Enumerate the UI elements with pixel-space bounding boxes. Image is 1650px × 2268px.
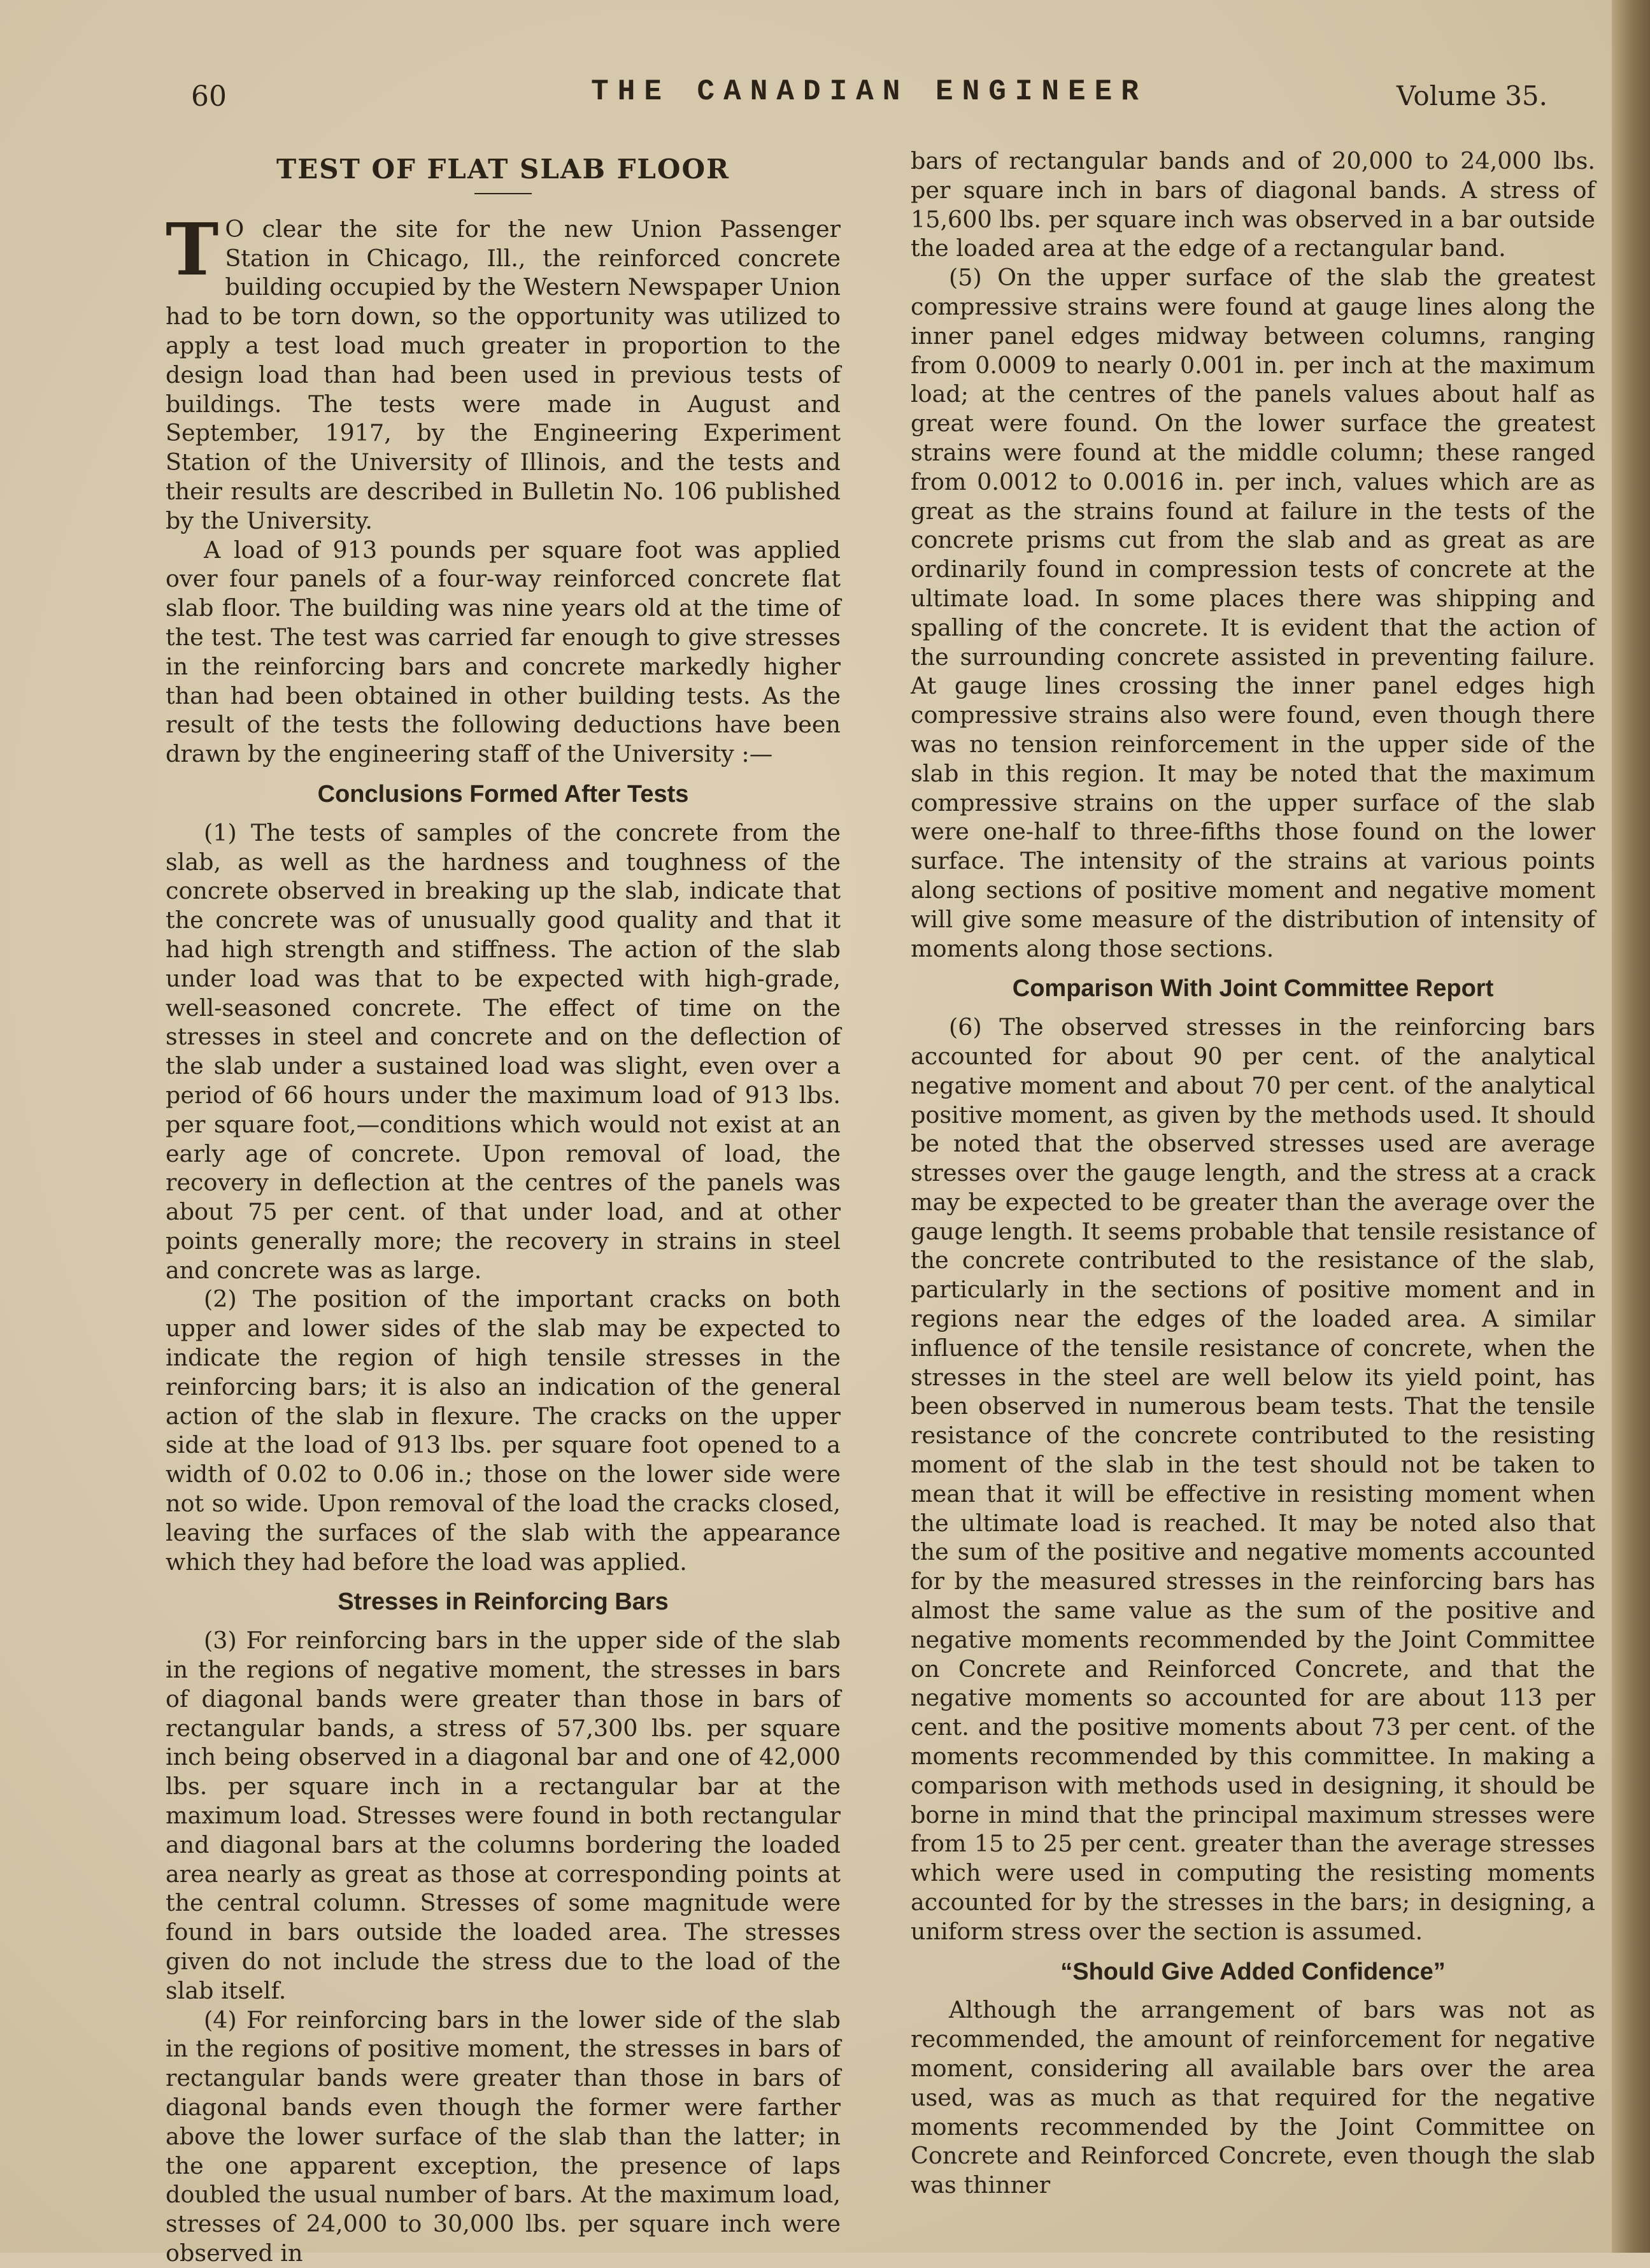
- subhead-confidence: “Should Give Added Confidence”: [1060, 1958, 1446, 1985]
- book-spine: [1612, 0, 1650, 2253]
- paragraph-load: A load of 913 pounds per square foot was applied over four panels of a four-way reinforced concrete flat slab floor. The building was nine years old at the time of the test. The test was carried far enough to give stresses in the reinforcing bars and concrete markedly higher than had been obtained in other building tests. As the result of the tests the following deductions have been drawn by the engineering staff of the University :—: [166, 536, 841, 768]
- title-rule: [474, 193, 532, 194]
- drop-cap: T: [166, 208, 219, 292]
- paragraph-5: (5) On the upper surface of the slab the greatest compressive strains were found at gauge lines along the inner panel edges midway between columns, ranging from 0.0009 to nearly 0.001 in. per inch at the maximum load; at the centres of the panels values about half as great were found. On the lower surface the greatest strains were found at the middle column; these ranged from 0.0012 to 0.0016 in. per inch, values which are as great as the strains found at failure in the tests of the concrete prisms cut from the slab and as great as are ordinarily found in compression tests of concrete at the ultimate load. In some places there was shipping and spalling of the concrete. It is evident that the action of the surrounding concrete assisted in preventing failure. At gauge lines crossing the inner panel edges high compressive strains also were found, even though there was no tension reinforcement in the upper side of the slab in this region. It may be noted that the maximum compressive strains on the upper surface of the slab were one-half to three-fifths those found on the lower surface. The intensity of the strains at various points along sections of positive moment and negative moment will give some measure of the distribution of intensity of moments along those sections.: [911, 264, 1595, 962]
- paragraph-6: (6) The observed stresses in the reinforcing bars accounted for about 90 per cent. of the analytical negative moment and about 70 per cent. of the analytical positive moment, as given by the methods used. It should be noted that the observed stresses used are average stresses over the gauge length, and the stress at a crack may be expected to be greater than the average over the gauge length. It seems probable that tensile resistance of the concrete contributed to the resistance of the slab, particularly in the sections of positive moment and in regions near the edges of the loaded area. A similar influence of the tensile resistance of concrete, when the stresses in the steel are well below its yield point, has been observed in numerous beam tests. That the tensile resistance of the concrete contributed to the resisting moment of the slab in the test should not be taken to mean that it will be effective in resisting moment when the ultimate load is reached. It may be noted also that the sum of the positive and negative moments accounted for by the measured stresses in the reinforcing bars has almost the same value as the sum of the positive and negative moments recommended by the Joint Committee on Concrete and Reinforced Concrete, and that the negative moments so accounted for are about 113 per cent. and the positive moments about 73 per cent. of the moments recommended by this committee. In making a comparison with methods used in designing, it should be borne in mind that the principal maximum stresses were from 15 to 25 per cent. greater than the average stresses which were used in computing the resisting moments accounted for by the stresses in the bars; in designing, a uniform stress over the section is assumed.: [911, 1013, 1595, 1945]
- right-column: [911, 146, 1595, 2200]
- subhead-conclusions: Conclusions Formed After Tests: [317, 780, 689, 808]
- journal-title: THE CANADIAN ENGINEER: [591, 75, 1148, 108]
- subhead-stresses: Stresses in Reinforcing Bars: [338, 1588, 669, 1616]
- paragraph-4-start: (4) For reinforcing bars in the lower side of the slab in the regions of positive moment, the stresses in bars of rectangular bands were greater than those in bars of diagonal bands even though the former were farther above the lower surface of the slab than the latter; in the one apparent exception, the presence of laps doubled the usual number of bars. At the maximum load, stresses of 24,000 to 30,000 lbs. per square inch were observed in: [166, 2006, 841, 2267]
- left-column: [166, 143, 841, 2268]
- paragraph-2: (2) The position of the important cracks on both upper and lower sides of the slab may be expected to indicate the region of high tensile stresses in the reinforcing bars; it is also an indication of the general action of the slab in flexure. The cracks on the upper side at the load of 913 lbs. per square foot opened to a width of 0.02 to 0.06 in.; those on the lower side were not so wide. Upon removal of the load the cracks closed, leaving the surfaces of the slab with the appearance which they had before the load was applied.: [166, 1285, 841, 1576]
- paragraph-final: Although the arrangement of bars was not as recommended, the amount of reinforcement for negative moment, considering all available bars over the area used, was as much as that required for the negative moments recommended by the Joint Committee on Concrete and Reinforced Concrete, even though the slab was thinner: [911, 1996, 1595, 2199]
- paragraph-4-continued: bars of rectangular bands and of 20,000 to 24,000 lbs. per square inch in bars of diagonal bands. A stress of 15,600 lbs. per square inch was observed in a bar outside the loaded area at the edge of a rectangular band.: [911, 147, 1595, 262]
- page-number: 60: [191, 80, 227, 113]
- subhead-comparison: Comparison With Joint Committee Report: [1012, 975, 1494, 1002]
- volume-label: Volume 35.: [1396, 80, 1547, 111]
- intro-paragraph: T O clear the site for the new Union Passenger Station in Chicago, Ill., the reinforced concrete building occupied by the Western Newspaper Union had to be torn down, so the opportunity was utilized to apply a test load much greater in proportion to the design load than had been used in previous tests of buildings. The tests were made in August and September, 1917, by the Engineering Experiment Station of the University of Illinois, and the tests and their results are described in Bulletin No. 106 published by the University.: [166, 208, 841, 534]
- paragraph-3: (3) For reinforcing bars in the upper side of the slab in the regions of negative moment, the stresses in bars of diagonal bands were greater than those in bars of rectangular bands, a stress of 57,300 lbs. per square inch being observed in a diagonal bar and one of 42,000 lbs. per square inch in a rectangular bar at the maximum load. Stresses were found in both rectangular and diagonal bars at the columns bordering the loaded area nearly as great as those at corresponding points at the central column. Stresses of some magnitude were found in bars outside the loaded area. The stresses given do not include the stress due to the load of the slab itself.: [166, 1627, 841, 2004]
- page-header: [185, 75, 1554, 126]
- paragraph-1: (1) The tests of samples of the concrete from the slab, as well as the hardness and toughness of the concrete observed in breaking up the slab, indicate that the concrete was of unusually good quality and that it had high strength and stiffness. The action of the slab under load was that to be expected with high-grade, well-seasoned concrete. The effect of time on the stresses in steel and concrete and on the deflection of the slab under a sustained load was slight, even over a period of 66 hours under the maximum load of 913 lbs. per square foot,—conditions which would not exist at an early age of concrete. Upon removal of load, the recovery in deflection at the centres of the panels was about 75 per cent. of that under load, and at other points generally more; the recovery in strains in steel and concrete was as large.: [166, 818, 841, 1284]
- article-title: TEST OF FLAT SLAB FLOOR: [276, 153, 730, 185]
